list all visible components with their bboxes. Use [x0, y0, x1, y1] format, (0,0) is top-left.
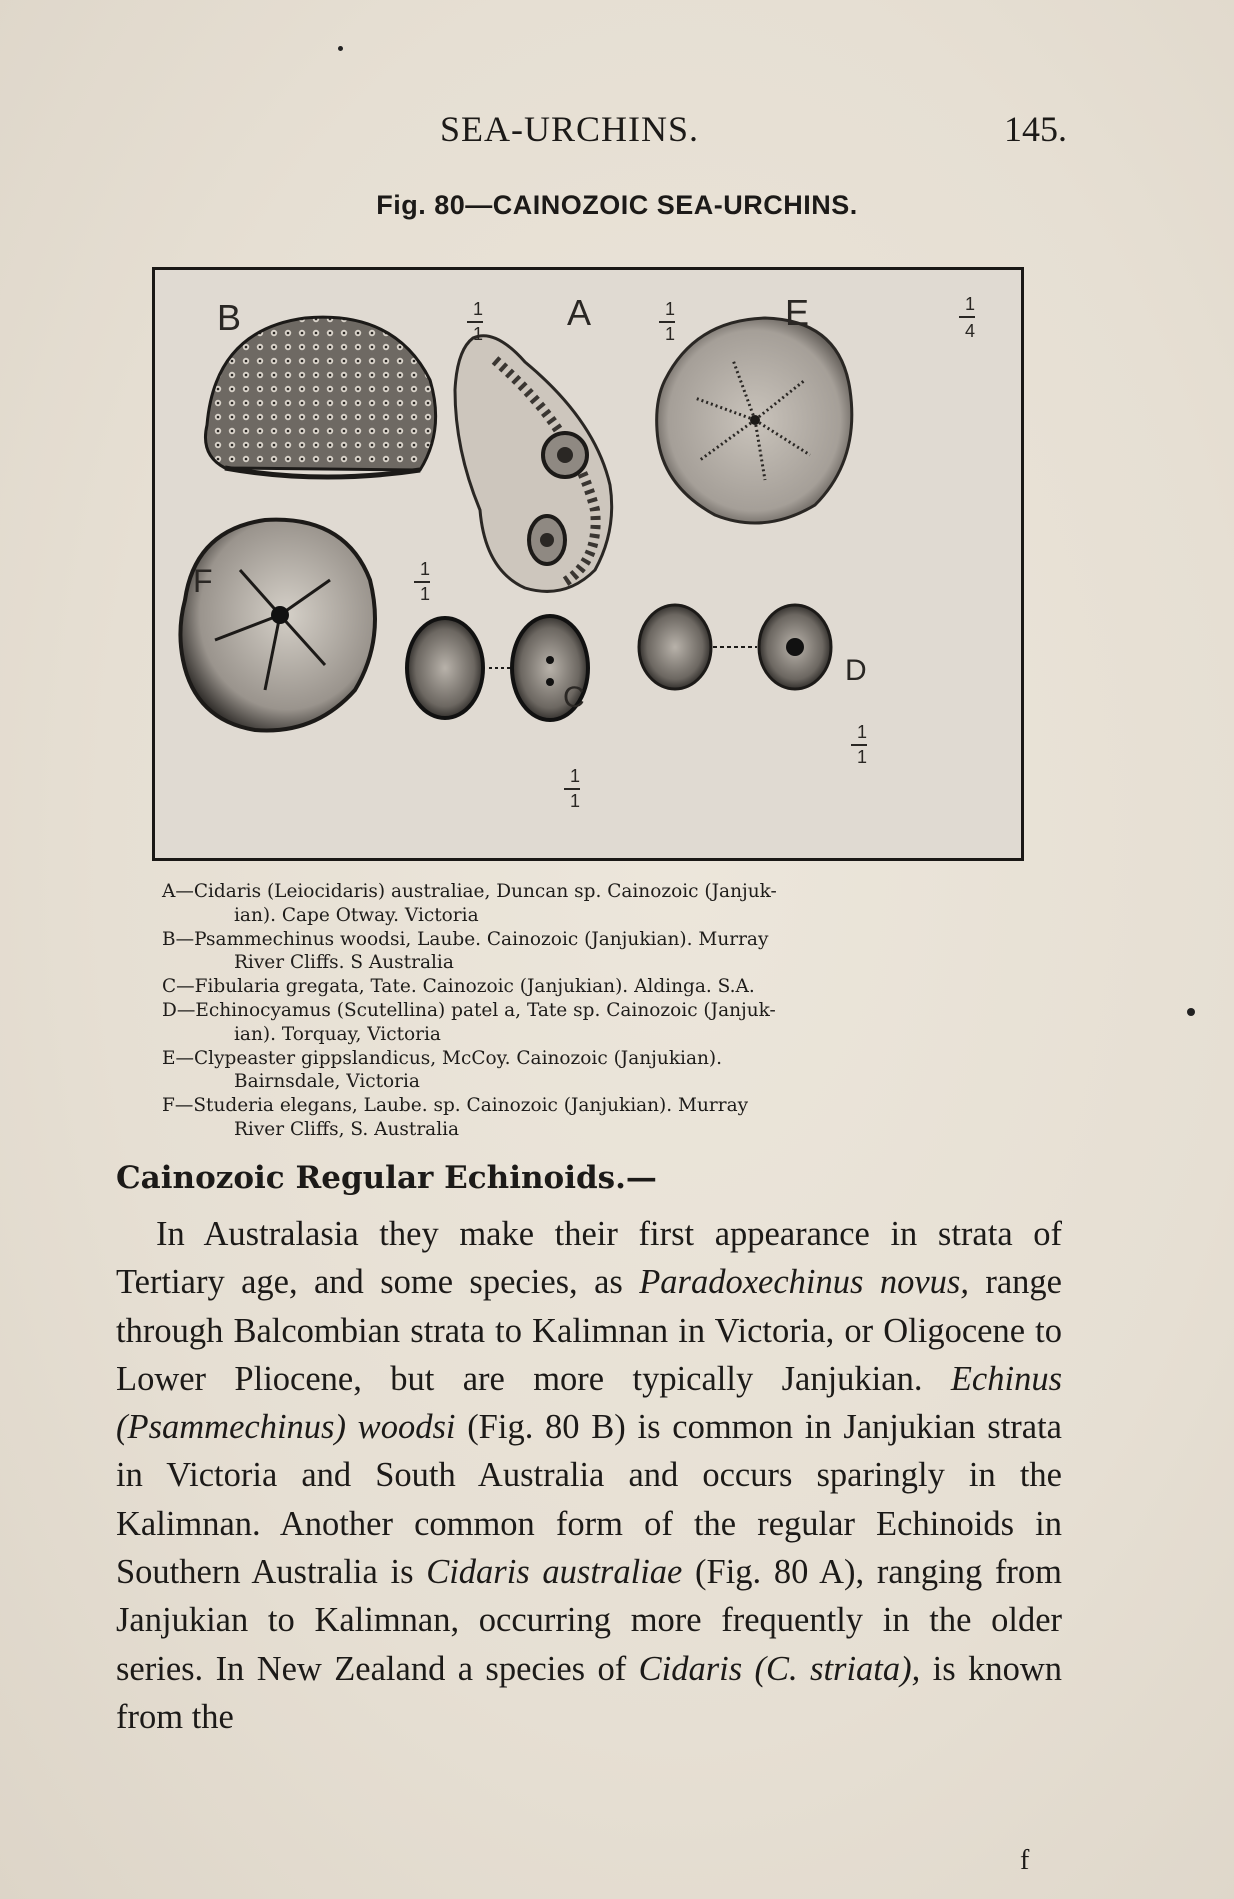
scale-c-num: 1 — [570, 766, 581, 786]
footer-mark: f — [1020, 1845, 1030, 1876]
print-speck — [338, 46, 343, 51]
figure-legend — [162, 880, 1022, 1142]
label-c: C — [563, 681, 585, 714]
label-e: E — [785, 292, 810, 333]
label-d: D — [845, 654, 867, 687]
specimen-e — [657, 318, 852, 523]
specimen-f — [180, 520, 375, 731]
section-heading: Cainozoic Regular Echinoids.— — [116, 1160, 657, 1196]
scale-a-num: 1 — [665, 299, 676, 319]
body-paragraph: In Australasia they make their first appearance in strata of Tertiary age, and some species, as Paradoxechinus novus, range through Balcombian strata to Kalimnan in Victoria, or Oligocene to Lower Pliocene, but are more typically Janjukian. Echinus (Psammechinus) woodsi (Fig. 80 B) is common in Janjukian strata in Victoria and South Australia and occurs sparingly in the Kalimnan. Another common form of the regular Echinoids in Southern Australia is Cidaris australiae (Fig. 80 A), ranging from Janjukian to Kalimnan, occurring more frequently in the older series. In New Zealand a species of Cidaris (C. striata), is known from the — [116, 1215, 1062, 1736]
figure-caption: Fig. 80—CAINOZOIC SEA-URCHINS. — [376, 190, 858, 220]
scale-d-den: 1 — [857, 747, 868, 767]
scale-c-den: 1 — [570, 791, 581, 811]
label-a: A — [567, 292, 592, 333]
label-f: F — [193, 563, 213, 599]
legend-entry-c: C—Fibularia gregata, Tate. Cainozoic (Janjukian). Aldinga. S.A. — [162, 976, 755, 998]
scale-e-den: 4 — [965, 321, 976, 341]
legend-entry-e: E—Clypeaster gippslandicus, McCoy. Cainozoic (Janjukian). Bairnsdale, Victoria — [162, 1047, 722, 1093]
taxon-cidaris-striata: Cidaris (C. striata), — [638, 1649, 921, 1688]
scale-b-num: 1 — [473, 299, 484, 319]
running-head-title: SEA-URCHINS. — [440, 109, 700, 149]
figure-plate — [152, 267, 1024, 861]
taxon-cidaris-australiae: Cidaris australiae — [426, 1553, 683, 1592]
scale-a-den: 1 — [665, 324, 676, 344]
specimen-a — [455, 336, 612, 592]
specimen-c — [407, 616, 588, 720]
label-b: B — [217, 297, 242, 338]
taxon-paradoxechinus: Paradoxechinus novus, — [639, 1263, 969, 1302]
scale-d-num: 1 — [857, 722, 868, 742]
scale-f-den: 1 — [420, 584, 431, 604]
fossil-illustration — [155, 270, 1021, 858]
specimen-b — [205, 317, 435, 477]
legend-entry-d: D—Echinocyamus (Scutellina) patel a, Tate sp. Cainozoic (Janjuk- ian). Torquay, Victoria — [162, 999, 776, 1045]
scale-f-num: 1 — [420, 559, 431, 579]
specimen-d — [639, 605, 831, 689]
print-speck — [1187, 1008, 1195, 1016]
running-head — [0, 108, 1234, 156]
scale-b-den: 1 — [473, 324, 484, 344]
scale-e-num: 1 — [965, 294, 976, 314]
legend-entry-f: F—Studeria elegans, Laube. sp. Cainozoic (Janjukian). Murray River Cliffs, S. Australia — [162, 1095, 749, 1140]
legend-entry-b: B—Psammechinus woodsi, Laube. Cainozoic (Janjukian). Murray River Cliffs. S Australia — [162, 928, 769, 974]
taxon-echinus: Echinus (Psammechinus) woodsi — [116, 1359, 1062, 1447]
page-number: 145. — [1004, 109, 1067, 149]
legend-entry-a: A—Cidaris (Leiocidaris) australiae, Duncan sp. Cainozoic (Janjuk- ian). Cape Otway. Victoria — [162, 881, 777, 926]
